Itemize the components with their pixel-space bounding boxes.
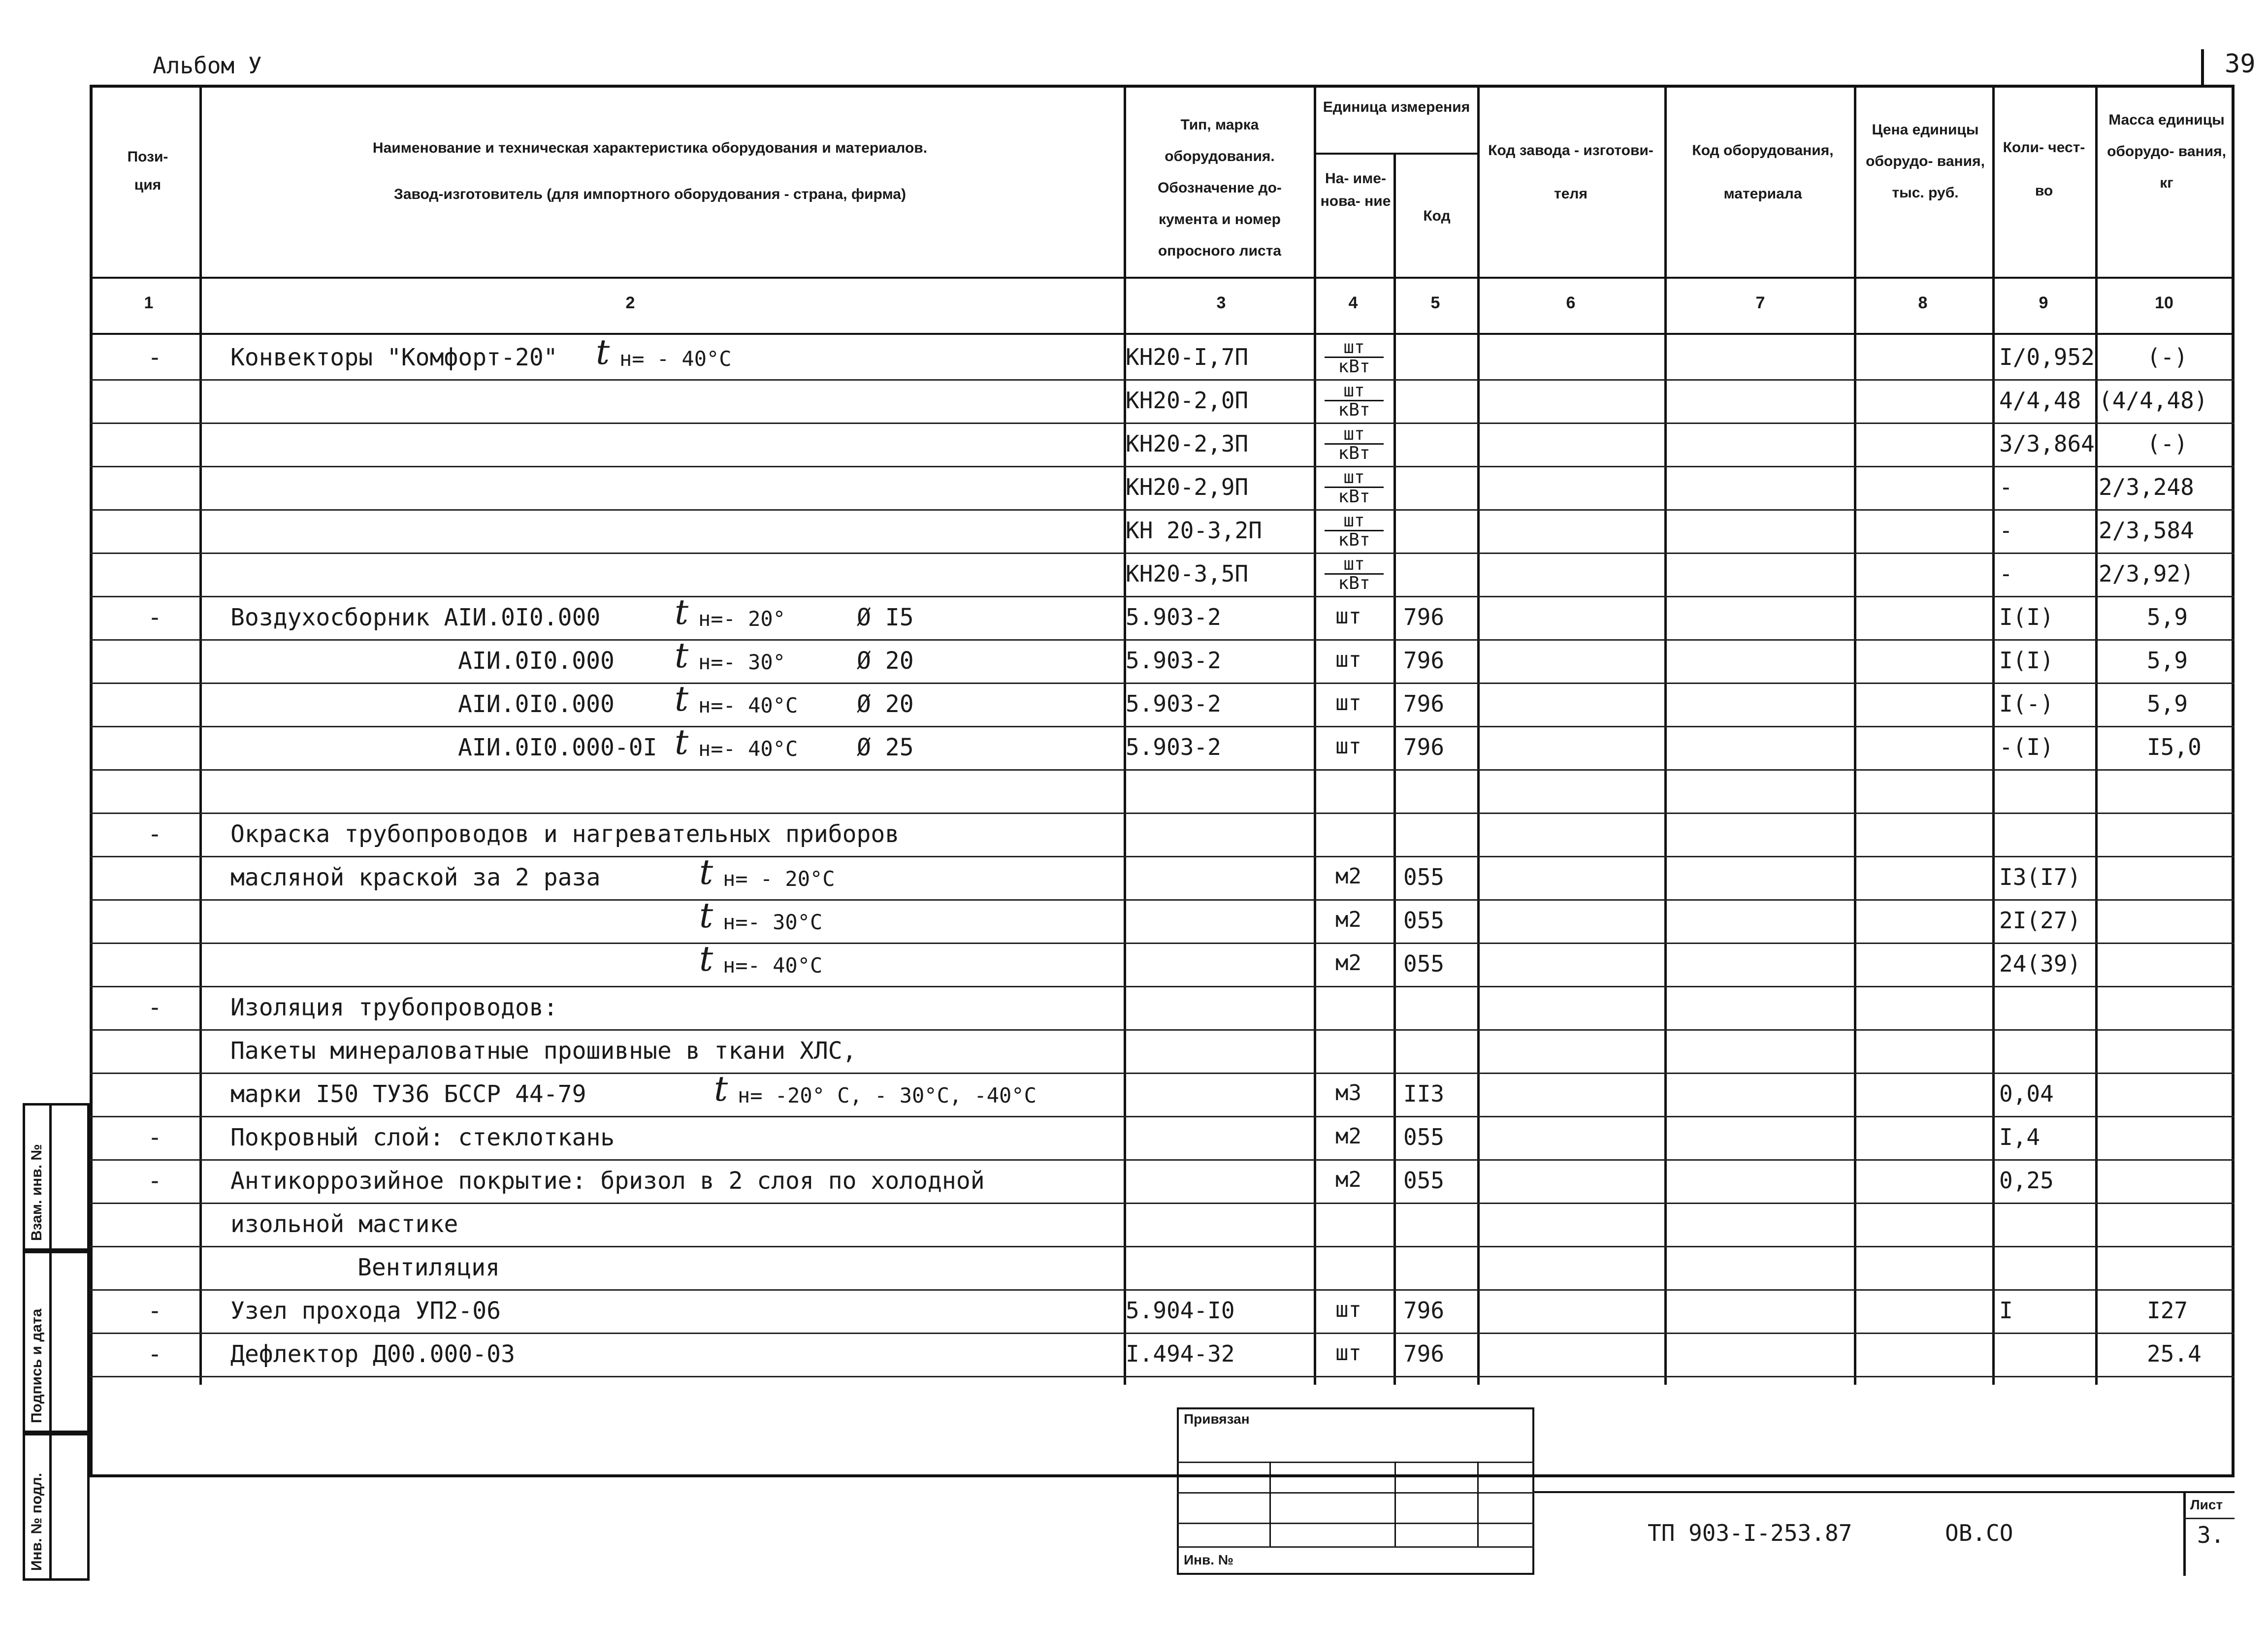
row-mass: 5,9 [2147,690,2188,717]
row-line [90,986,2235,987]
row-name: Покровный слой: стеклоткань [230,1124,615,1151]
row-name: Дефлектор Д00.000-03 [230,1340,515,1368]
row-line [90,423,2235,424]
stamp-vline [1477,1462,1479,1546]
row-position: - [148,1340,162,1368]
header-factory-code: Код завода - изготови- теля [1488,142,1653,202]
col-line [1393,153,1396,1385]
header-unit-code: Код [1423,208,1451,224]
row-quantity: I [1999,1297,2013,1324]
row-line [90,813,2235,814]
row-quantity: I(-) [1999,690,2054,717]
side-label-inv: Инв. № подл. [29,1472,45,1571]
row-unit-code: 796 [1403,1340,1445,1367]
row-quantity: 2I(27) [1999,907,2081,934]
row-temperature-symbol: t [699,895,713,936]
row-diameter: Ø 20 [857,690,914,718]
row-unit-fraction [1325,425,1384,462]
header-equipment-code: Код оборудования, материала [1692,142,1834,202]
row-unit-code: 055 [1403,950,1445,977]
col-line [1314,85,1316,1385]
row-line [90,596,2235,597]
stamp-line [1177,1492,1534,1494]
row-temperature: н=- 40°С [698,737,798,761]
row-temperature-symbol: t [675,635,689,676]
row-unit: м2 [1335,907,1361,932]
row-unit-top: шт [1325,469,1384,488]
row-line [90,1376,2235,1377]
row-line [90,899,2235,901]
side-divider [49,1103,52,1581]
page-number-divider [2201,49,2204,85]
list-value: 3. [2197,1522,2225,1548]
row-unit-code: 796 [1403,647,1445,674]
list-label: Лист [2190,1497,2223,1512]
row-unit-code: 796 [1403,690,1445,717]
stamp-inv-label: Инв. № [1184,1552,1234,1567]
row-unit: шт [1335,1340,1361,1366]
row-diameter: Ø 20 [857,647,914,675]
row-temperature-symbol: t [596,332,610,372]
row-mass: (-) [2147,344,2188,370]
header-mass: Масса единицы оборудо- вания, кг [2107,112,2226,191]
row-position: - [148,604,162,631]
stamp-line [1177,1546,1534,1548]
row-quantity: - [1999,560,2013,587]
stamp-vline [1269,1462,1271,1546]
row-unit-code: 055 [1403,864,1445,890]
row-line [90,1289,2235,1291]
row-unit: шт [1335,647,1361,672]
row-mass: 25.4 [2147,1340,2202,1367]
row-position: - [148,820,162,848]
row-unit-fraction [1325,555,1384,592]
row-temperature: н= -20° С, - 30°С, -40°С [738,1083,1037,1108]
row-line [90,726,2235,727]
row-mass: 5,9 [2147,604,2188,630]
col-number: 7 [1755,293,1765,312]
row-name: АIИ.0I0.000 [458,690,615,718]
col-number: 5 [1430,293,1440,312]
title-block-top [1534,1491,2235,1493]
col-number: 10 [2155,293,2173,312]
row-temperature: н=- 30°С [723,910,823,934]
row-name: Воздухосборник АIИ.0I0.000 [230,604,601,631]
row-position: - [148,1297,162,1325]
row-unit-bottom: кВт [1338,530,1370,550]
row-temperature: н=- 30° [698,650,786,674]
row-unit-top: шт [1325,555,1384,575]
row-name: Узел прохода УП2-06 [230,1297,501,1325]
row-unit-fraction [1325,512,1384,549]
row-unit: шт [1335,690,1361,716]
col-number: 1 [144,293,154,312]
row-quantity: I(I) [1999,604,2054,630]
row-quantity: I,4 [1999,1124,2041,1150]
row-mass: 2/3,248 [2099,474,2194,500]
header-unit: Единица измерения [1323,99,1470,115]
row-mass: 2/3,92) [2099,560,2194,587]
row-unit-top: шт [1325,512,1384,531]
col-number: 4 [1348,293,1358,312]
row-unit: м2 [1335,1124,1361,1149]
row-unit-bottom: кВт [1338,357,1370,377]
header-line [1314,153,1477,155]
row-name: Конвекторы "Комфорт-20" [230,344,558,371]
row-line [90,1203,2235,1204]
row-mass: (4/4,48) [2099,387,2208,414]
row-type: КН20-3,5П [1126,560,1249,587]
row-mass: 5,9 [2147,647,2188,674]
stamp-line [1177,1462,1534,1463]
header-price: Цена единицы оборудо- вания, тыс. руб. [1866,122,1985,201]
row-line [90,1246,2235,1247]
header-position: Пози- ция [127,149,168,193]
header-quantity: Коли- чест- во [2003,139,2085,199]
row-line [90,466,2235,467]
row-temperature-symbol: t [675,592,689,632]
stamp-line [1177,1523,1534,1524]
row-line [90,1073,2235,1074]
row-quantity: 24(39) [1999,950,2081,977]
row-name: Пакеты минераловатные прошивные в ткани ХЛС, [230,1037,857,1065]
row-unit-code: 055 [1403,1167,1445,1194]
side-label-vzam: Взам. инв. № [29,1144,45,1241]
row-temperature-symbol: t [675,679,689,719]
row-name: Изоляция трубопроводов: [230,994,558,1021]
row-quantity: - [1999,517,2013,544]
row-type: КН 20-3,2П [1126,517,1262,544]
row-line [90,1159,2235,1161]
header-line [90,333,2235,335]
row-unit-fraction [1325,382,1384,419]
row-line [90,1116,2235,1117]
row-type: 5.904-I0 [1126,1297,1235,1324]
row-unit-code: 055 [1403,1124,1445,1150]
row-unit-bottom: кВт [1338,573,1370,593]
col-line [1477,85,1480,1385]
row-name: масляной краской за 2 раза [230,864,601,891]
row-temperature-symbol: t [699,939,713,979]
row-unit-code: 796 [1403,604,1445,630]
row-unit-code: 055 [1403,907,1445,934]
row-line [90,1333,2235,1334]
row-unit-bottom: кВт [1338,487,1370,507]
row-name: Вентиляция [357,1254,500,1281]
row-unit: шт [1335,604,1361,629]
row-quantity: 0,25 [1999,1167,2054,1194]
stamp-privyazan-box [1177,1407,1534,1575]
row-type: 5.903-2 [1126,690,1221,717]
row-diameter: Ø 25 [857,734,914,761]
row-unit: шт [1335,1297,1361,1322]
row-line [90,769,2235,771]
row-temperature: н=- 40°С [698,693,798,717]
row-type: 5.903-2 [1126,604,1221,630]
document-number: ТП 903-I-253.87 [1648,1520,1852,1546]
sheet-code: ОВ.СО [1945,1520,2013,1546]
row-unit-code: 796 [1403,734,1445,760]
row-name: Окраска трубопроводов и нагревательных приборов [230,820,900,848]
title-block-divider [2183,1491,2186,1576]
row-name: АIИ.0I0.000-0I [458,734,657,761]
row-unit: м2 [1335,864,1361,889]
row-line [90,683,2235,684]
row-quantity: - [1999,474,2013,500]
row-line [90,509,2235,511]
title-block-list-line [2183,1518,2235,1519]
row-quantity: I(I) [1999,647,2054,674]
row-temperature-symbol: t [714,1069,728,1109]
row-temperature: н= - 20°С [723,867,835,891]
row-type: КН20-2,9П [1126,474,1249,500]
row-type: КН20-2,0П [1126,387,1249,414]
col-line [199,85,202,1385]
row-line [90,553,2235,554]
col-line [1854,85,1856,1385]
row-mass: I5,0 [2147,734,2202,760]
header-unit-name: На- име- нова- ние [1320,170,1391,209]
row-position: - [148,994,162,1021]
row-mass: I27 [2147,1297,2188,1324]
row-unit: шт [1335,734,1361,759]
album-title: Альбом У [153,52,262,79]
col-number: 8 [1918,293,1928,312]
row-quantity: I/0,952 [1999,344,2095,370]
row-position: - [148,344,162,371]
row-type: I.494-32 [1126,1340,1235,1367]
col-number: 2 [625,293,635,312]
row-temperature: н= - 40°С [619,347,732,371]
row-unit-code: 796 [1403,1297,1445,1324]
row-unit-fraction [1325,469,1384,506]
row-temperature: н=- 40°С [723,953,823,977]
row-unit: м2 [1335,950,1361,976]
row-quantity: I3(I7) [1999,864,2081,890]
row-line [90,379,2235,381]
row-line [90,639,2235,641]
col-line [2095,85,2098,1385]
row-temperature-symbol: t [699,852,713,892]
row-unit-top: шт [1325,339,1384,358]
row-unit-bottom: кВт [1338,443,1370,463]
row-line [90,943,2235,944]
row-type: КН20-I,7П [1126,344,1249,370]
row-name: изольной мастике [230,1210,458,1238]
row-name: марки I50 ТУ36 БССР 44-79 [230,1080,586,1108]
row-temperature-symbol: t [675,722,689,762]
col-line [1992,85,1995,1385]
row-mass: (-) [2147,430,2188,457]
row-unit-top: шт [1325,425,1384,445]
col-line [1664,85,1667,1385]
col-number: 9 [2039,293,2048,312]
page-number: 39 [2225,49,2256,79]
row-quantity: 4/4,48 [1999,387,2081,414]
row-name: Антикоррозийное покрытие: бризол в 2 слоя по холодной [230,1167,985,1195]
row-diameter: Ø I5 [857,604,914,631]
row-unit-top: шт [1325,382,1384,401]
col-number: 3 [1216,293,1226,312]
row-name: АIИ.0I0.000 [458,647,615,675]
row-type: 5.903-2 [1126,734,1221,760]
row-position: - [148,1124,162,1151]
row-unit-code: II3 [1403,1080,1445,1107]
stamp-privyazan-label: Привязан [1184,1411,1250,1427]
header-type: Тип, марка оборудования. Обозначение до- кумента и номер опросного листа [1158,117,1282,259]
header-name-line1: Наименование и техническая характеристика оборудования и материалов. [372,140,928,156]
stamp-vline [1394,1462,1396,1546]
header-name-line2: Завод-изготовитель (для импортного оборудования - страна, фирма) [394,186,906,202]
row-unit: м3 [1335,1080,1361,1106]
row-unit: м2 [1335,1167,1361,1192]
row-position: - [148,1167,162,1195]
row-unit-bottom: кВт [1338,400,1370,420]
row-unit-fraction [1325,339,1384,376]
row-quantity: 0,04 [1999,1080,2054,1107]
side-label-podpis: Подпись и дата [29,1308,45,1423]
row-type: 5.903-2 [1126,647,1221,674]
header-line [90,277,2235,279]
row-temperature: н=- 20° [698,607,786,631]
row-quantity: 3/3,864 [1999,430,2095,457]
row-mass: 2/3,584 [2099,517,2194,544]
col-number: 6 [1566,293,1576,312]
row-line [90,1029,2235,1031]
row-type: КН20-2,3П [1126,430,1249,457]
row-quantity: -(I) [1999,734,2054,760]
row-line [90,856,2235,857]
